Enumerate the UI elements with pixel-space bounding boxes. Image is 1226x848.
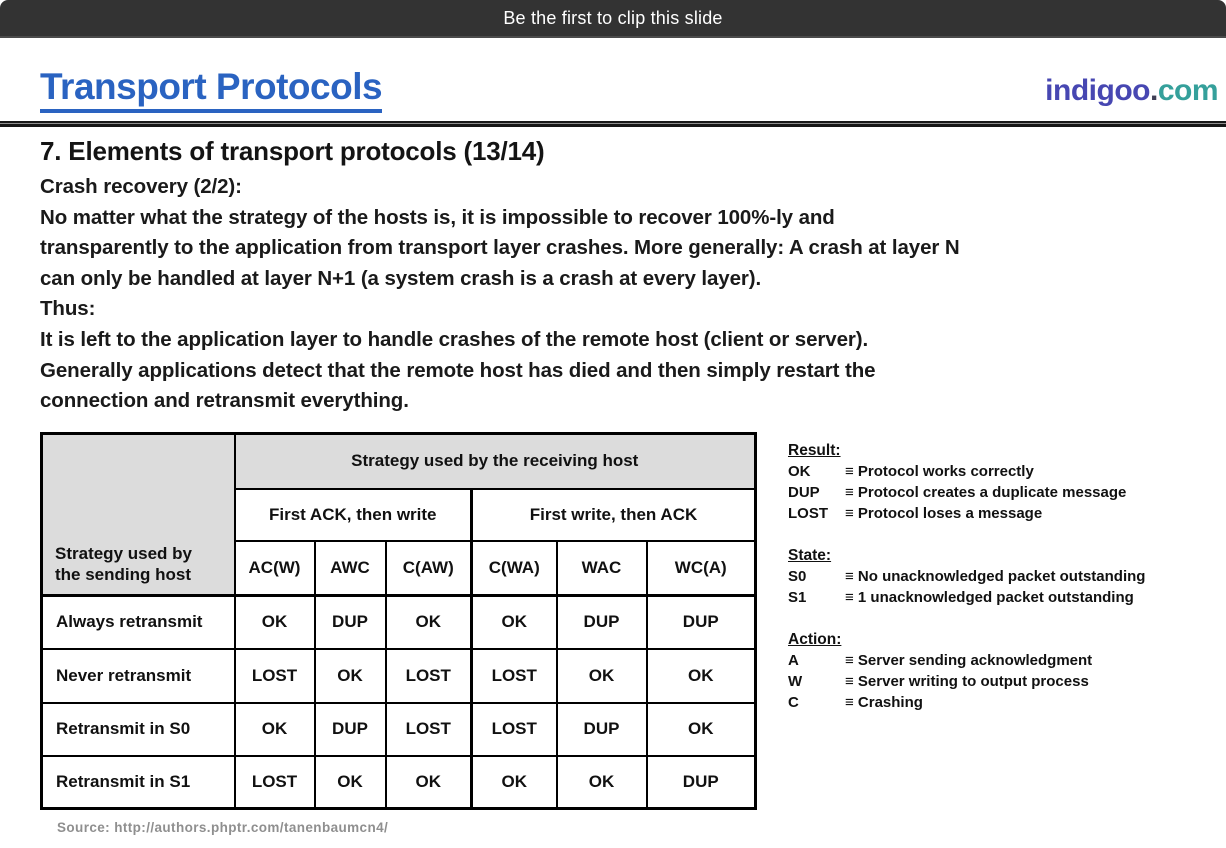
- code-header: AC(W): [235, 541, 315, 596]
- legend-section-state: [788, 545, 1226, 608]
- result-cell: DUP: [315, 596, 386, 649]
- group-header-first-write: First write, then ACK: [472, 489, 756, 541]
- logo-dot: .: [1149, 74, 1158, 107]
- group-header-first-ack: First ACK, then write: [235, 489, 472, 541]
- section-heading: 7. Elements of transport protocols (13/14): [40, 136, 545, 166]
- row-label: Always retransmit: [42, 596, 235, 649]
- table-row: [42, 756, 756, 809]
- result-cell: OK: [235, 596, 315, 649]
- legend-desc: ≡ 1 unacknowledged packet outstanding: [845, 589, 1134, 606]
- legend-title: Result:: [788, 442, 841, 459]
- legend-term: OK: [788, 463, 811, 480]
- legend-term: DUP: [788, 484, 820, 501]
- legend-term: S1: [788, 589, 807, 606]
- header-rule: [0, 120, 1226, 127]
- result-cell: OK: [647, 703, 756, 756]
- legend-section-action: [788, 629, 1226, 713]
- result-cell: OK: [472, 756, 557, 809]
- body-line: Generally applications detect that the remote host has died and then simply restart the: [40, 358, 876, 382]
- code-header: WC(A): [647, 541, 756, 596]
- body-line: transparently to the application from transport layer crashes. More generally: A crash at layer N: [40, 236, 960, 260]
- slide-title: Transport Protocols: [40, 66, 382, 113]
- clip-slide-label: Be the first to clip this slide: [503, 7, 723, 28]
- result-cell: OK: [386, 596, 472, 649]
- code-header: AWC: [315, 541, 386, 596]
- legend-term: C: [788, 694, 799, 711]
- result-cell: OK: [315, 649, 386, 703]
- result-cell: OK: [235, 703, 315, 756]
- legend-entry: [788, 461, 1226, 482]
- legend-desc: ≡ Server writing to output process: [845, 673, 1089, 690]
- result-cell: DUP: [647, 596, 756, 649]
- table-row: [42, 596, 756, 649]
- result-cell: OK: [386, 756, 472, 809]
- logo-name: indigoo: [1045, 74, 1150, 107]
- corner-header-cell: [42, 434, 235, 596]
- body-line: connection and retransmit everything.: [40, 389, 409, 413]
- legend-entry: [788, 692, 1226, 713]
- legend-term: W: [788, 673, 803, 690]
- body-text: [40, 172, 960, 417]
- result-cell: LOST: [472, 703, 557, 756]
- row-label: Retransmit in S0: [42, 703, 235, 756]
- legend-desc: ≡ Protocol creates a duplicate message: [845, 484, 1127, 501]
- strategy-table: [40, 432, 757, 810]
- corner-label-line1: Strategy used by: [55, 544, 192, 563]
- clip-slide-button[interactable]: [0, 0, 1226, 38]
- legend-title: State:: [788, 547, 832, 564]
- result-cell: LOST: [386, 703, 472, 756]
- code-header: C(WA): [472, 541, 557, 596]
- result-cell: OK: [315, 756, 386, 809]
- row-label: Never retransmit: [42, 649, 235, 703]
- table-row: [42, 649, 756, 703]
- result-cell: DUP: [557, 596, 647, 649]
- source-note: Source: http://authors.phptr.com/tanenbaumcn4/: [57, 820, 389, 835]
- legend-term: S0: [788, 568, 807, 585]
- legend-term: LOST: [788, 505, 828, 522]
- result-cell: DUP: [647, 756, 756, 809]
- legend-desc: ≡ Protocol loses a message: [845, 505, 1043, 522]
- table-row: [42, 703, 756, 756]
- legend-entry: [788, 482, 1226, 503]
- receiving-host-header: Strategy used by the receiving host: [235, 434, 756, 489]
- corner-label-line2: the sending host: [55, 565, 191, 584]
- body-line: It is left to the application layer to handle crashes of the remote host (client or server).: [40, 327, 869, 351]
- legend-entry: [788, 566, 1226, 587]
- result-cell: OK: [647, 649, 756, 703]
- code-header: C(AW): [386, 541, 472, 596]
- legend-entry: [788, 503, 1226, 524]
- body-line: Thus:: [40, 297, 96, 321]
- result-cell: LOST: [235, 649, 315, 703]
- legend-desc: ≡ No unacknowledged packet outstanding: [845, 568, 1146, 585]
- legend-section-result: [788, 440, 1226, 524]
- result-cell: DUP: [557, 703, 647, 756]
- legend-entry: [788, 650, 1226, 671]
- legend-desc: ≡ Server sending acknowledgment: [845, 652, 1093, 669]
- body-line: No matter what the strategy of the hosts is, it is impossible to recover 100%-ly and: [40, 205, 835, 229]
- row-label: Retransmit in S1: [42, 756, 235, 809]
- result-cell: LOST: [386, 649, 472, 703]
- legend-panel: [788, 440, 1226, 734]
- result-cell: OK: [472, 596, 557, 649]
- legend-entry: [788, 671, 1226, 692]
- indigoo-logo: [1045, 74, 1218, 108]
- result-cell: OK: [557, 756, 647, 809]
- legend-desc: ≡ Protocol works correctly: [845, 463, 1034, 480]
- legend-title: Action:: [788, 631, 842, 648]
- logo-tld: com: [1157, 74, 1218, 107]
- body-line: Crash recovery (2/2):: [40, 175, 242, 198]
- legend-term: A: [788, 652, 799, 669]
- code-header: WAC: [557, 541, 647, 596]
- legend-entry: [788, 587, 1226, 608]
- result-cell: OK: [557, 649, 647, 703]
- result-cell: LOST: [235, 756, 315, 809]
- result-cell: DUP: [315, 703, 386, 756]
- result-cell: LOST: [472, 649, 557, 703]
- body-line: can only be handled at layer N+1 (a system crash is a crash at every layer).: [40, 266, 762, 290]
- legend-desc: ≡ Crashing: [845, 694, 923, 711]
